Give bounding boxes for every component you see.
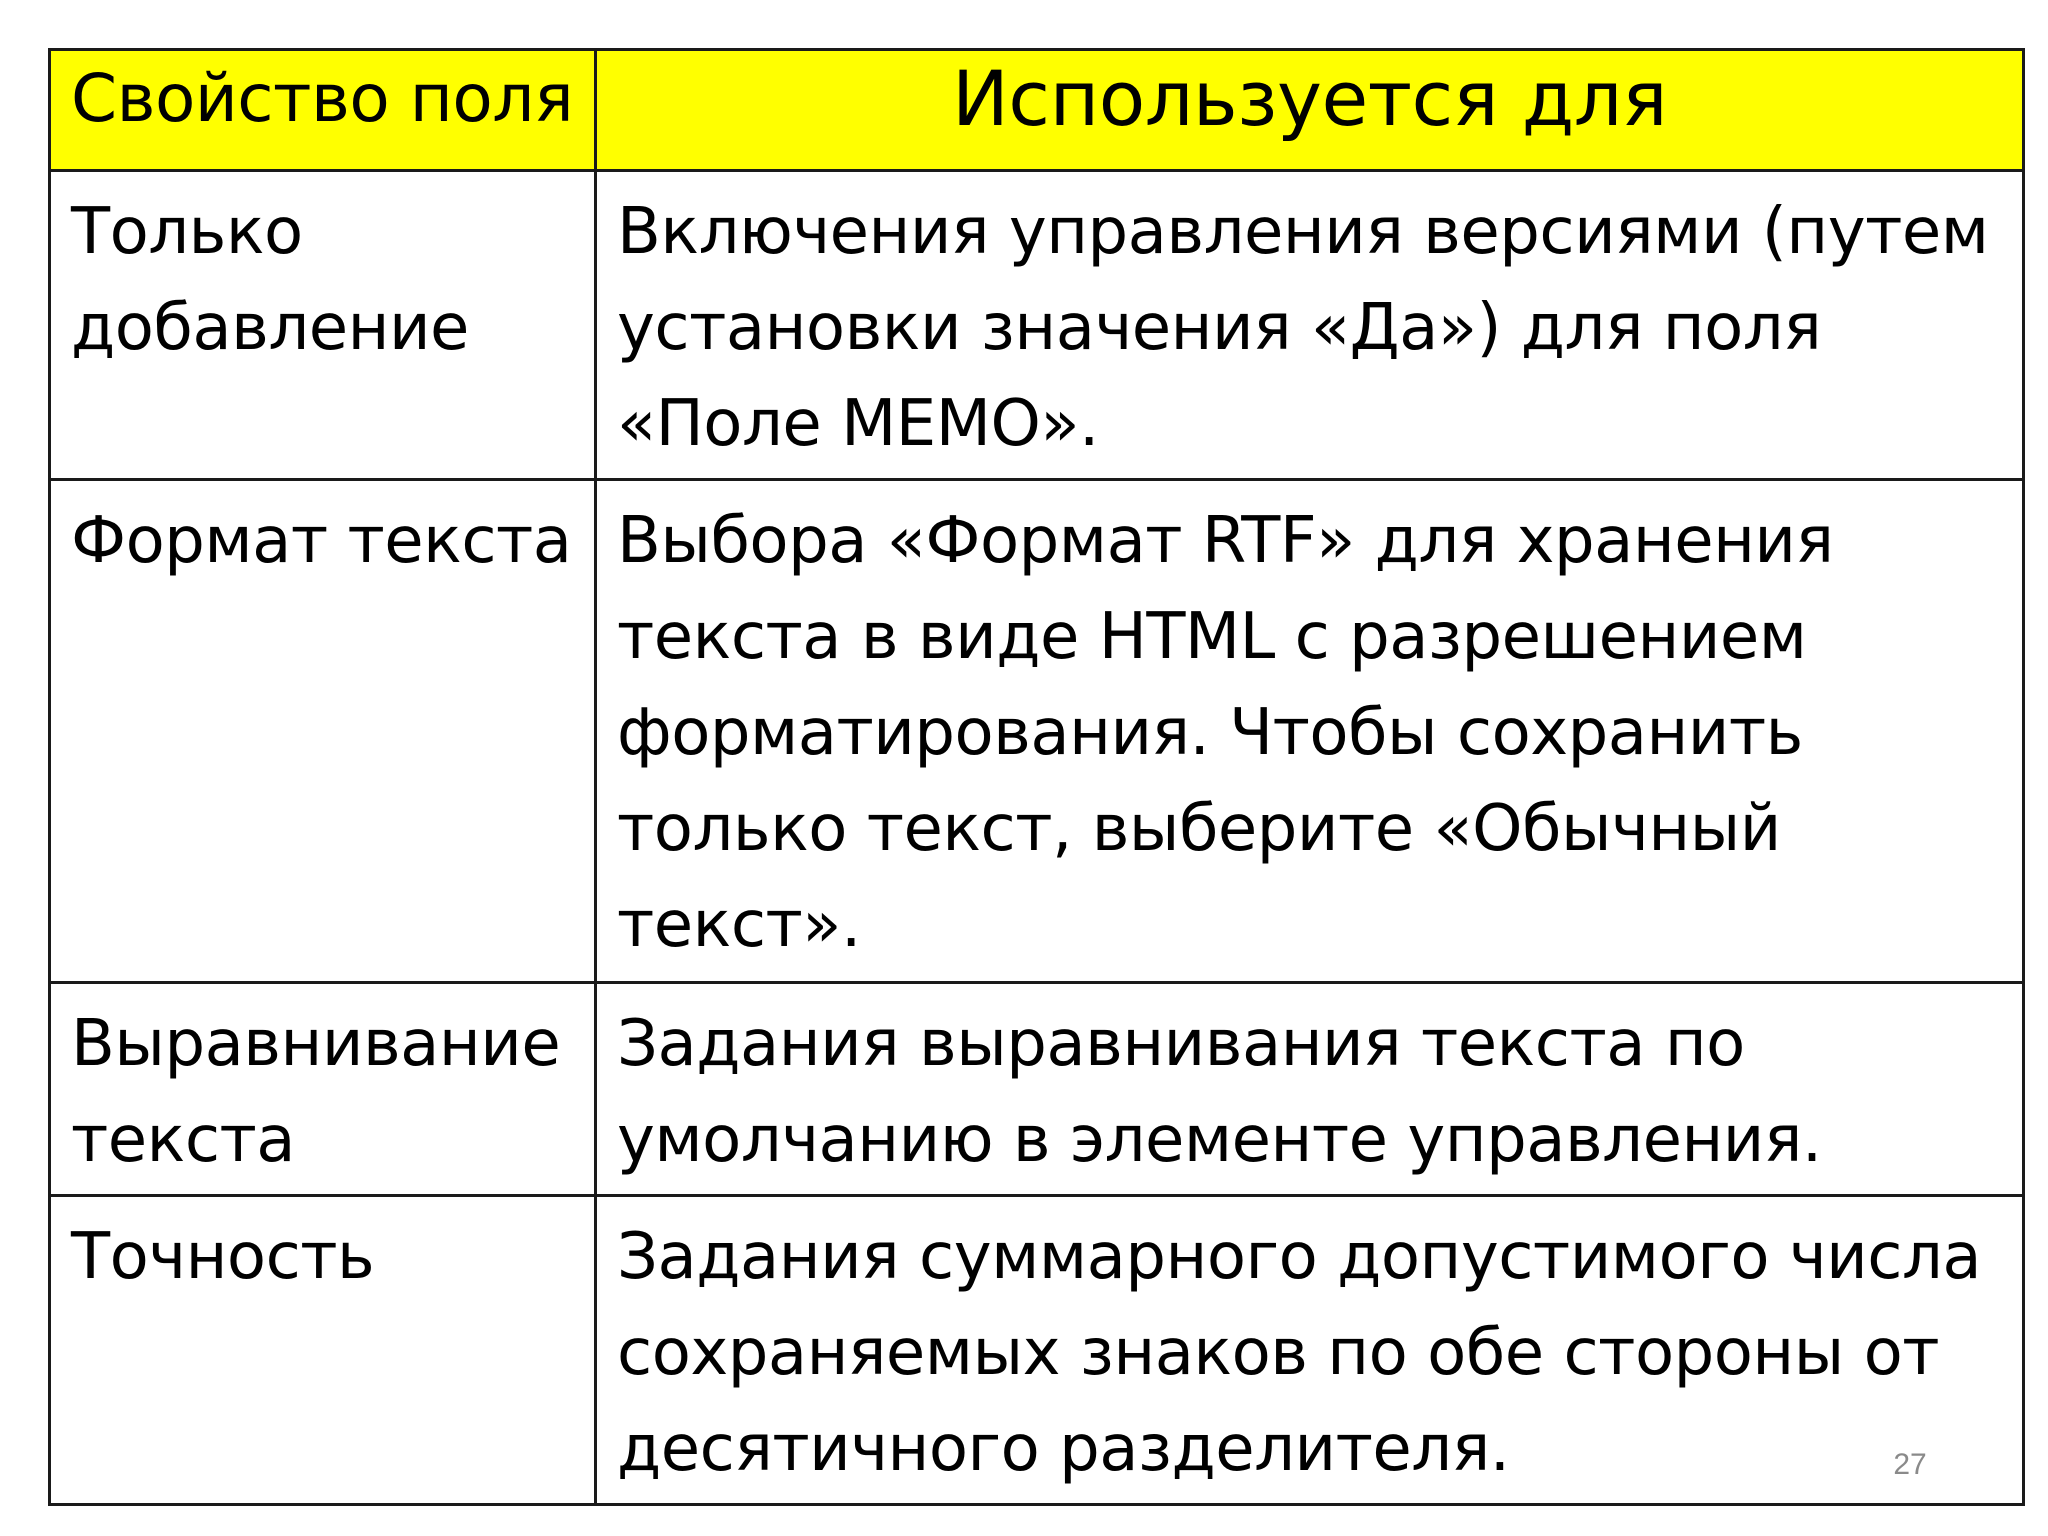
usage-text: Задания выравнивания текста по умолчанию в элементе управления. — [617, 1007, 1822, 1177]
property-cell — [50, 1196, 596, 1505]
header-property: Свойство поля — [50, 50, 596, 171]
table-row — [50, 171, 2024, 480]
usage-cell — [596, 171, 2024, 480]
usage-text: Выбора «Формат RTF» для хранения текста в виде HTML с разрешением форматирования. Чтобы сохранить только текст, выберите «Обычный текст». — [617, 504, 1834, 962]
table-header-row — [50, 50, 2024, 171]
properties-table — [48, 48, 2025, 1506]
table-row — [50, 983, 2024, 1196]
property-text: Формат текста — [71, 504, 572, 578]
usage-cell — [596, 480, 2024, 983]
usage-cell — [596, 983, 2024, 1196]
usage-text: Включения управления версиями (путем установки значения «Да») для поля «Поле MEMO». — [617, 195, 1989, 461]
property-text: Выравнивание текста — [71, 1007, 561, 1177]
table-row — [50, 480, 2024, 983]
table-row — [50, 1196, 2024, 1505]
property-cell — [50, 171, 596, 480]
page-number: 27 — [1893, 1448, 1927, 1481]
usage-text: Задания суммарного допустимого числа сохраняемых знаков по обе стороны от десятичного разделителя. — [617, 1220, 1982, 1486]
header-usage: Используется для — [596, 50, 2024, 171]
property-cell — [50, 480, 596, 983]
usage-cell — [596, 1196, 2024, 1505]
property-text: Только добавление — [71, 195, 469, 365]
property-cell — [50, 983, 596, 1196]
property-text: Точность — [71, 1220, 375, 1294]
